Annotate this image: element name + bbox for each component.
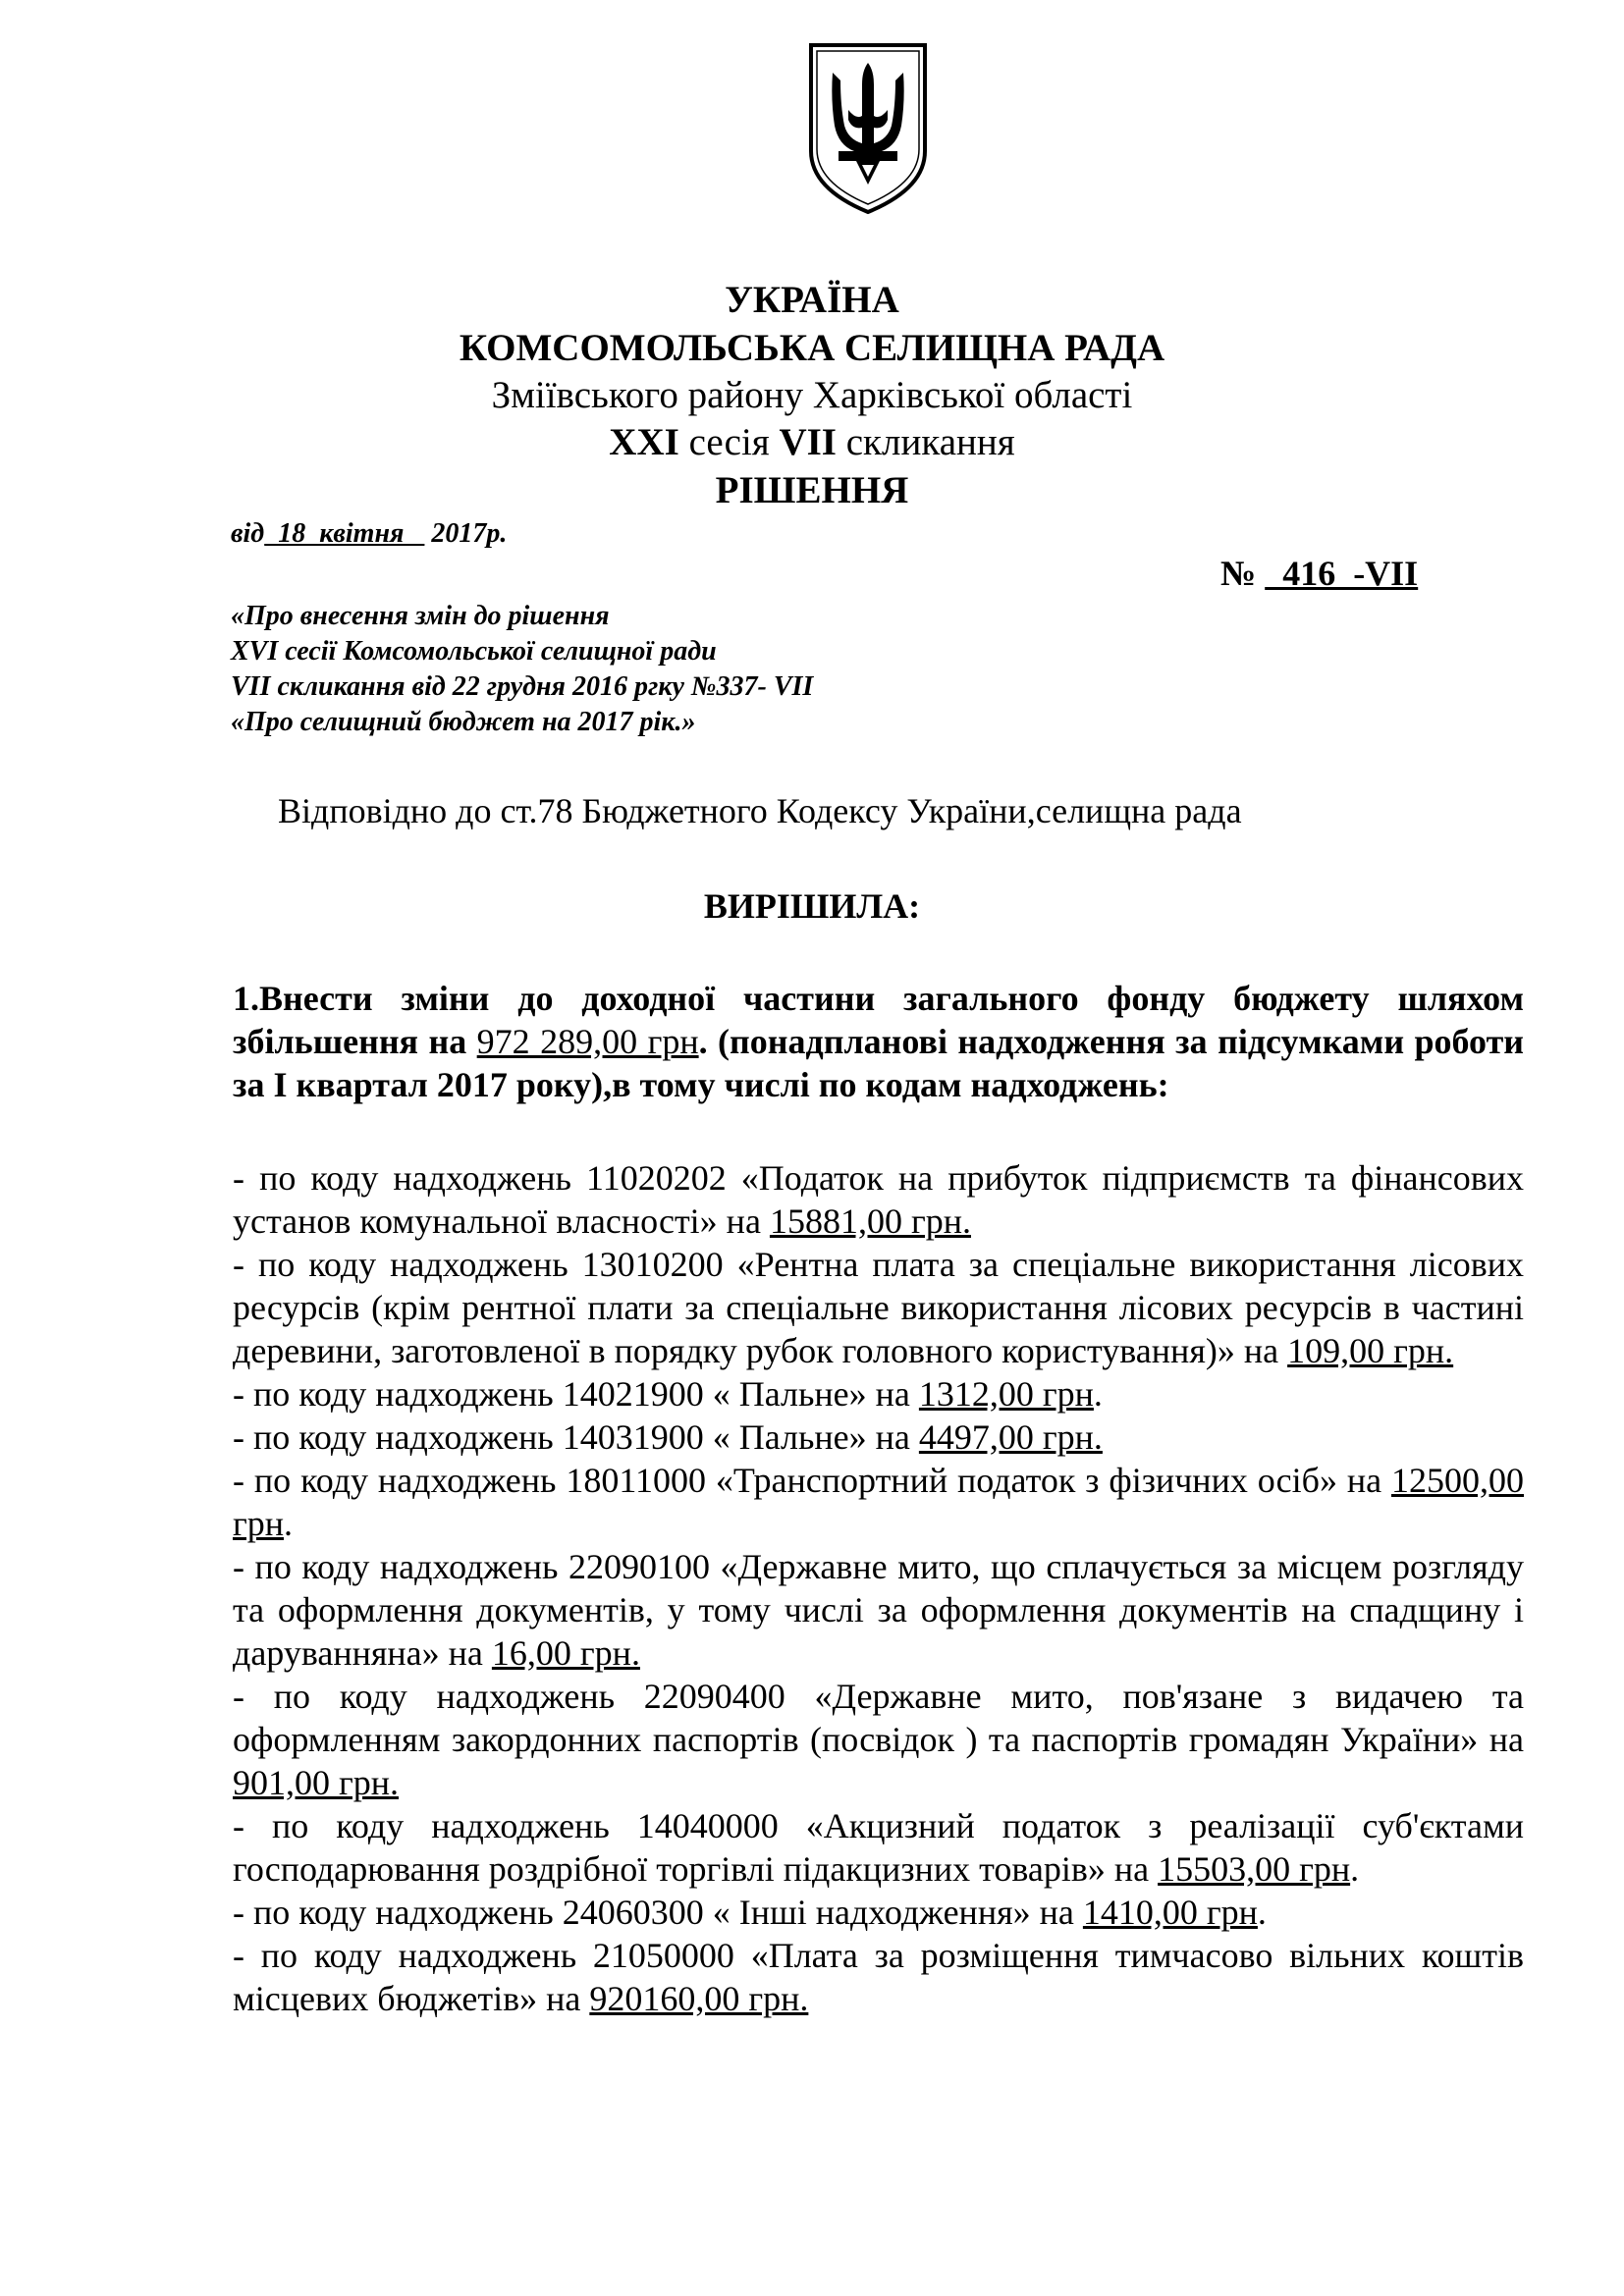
session-heading [0, 420, 1624, 464]
decision-number [1220, 553, 1418, 594]
income-code-amount: 15881,00 грн. [769, 1201, 971, 1241]
income-code-entry [233, 1156, 1524, 1243]
session-word: сесія [688, 421, 770, 463]
income-code-text: - по коду надходжень 14040000 «Акцизний податок з реалізації суб'єктами господарювання роздрібної торгівлі підакцизних товарів» на [233, 1806, 1524, 1889]
income-code-tail: . [284, 1504, 294, 1543]
income-code-amount: 12500,00 грн [233, 1461, 1524, 1543]
coat-of-arms-icon [805, 41, 931, 216]
decision-subject [231, 599, 813, 740]
income-code-amount: 901,00 грн. [233, 1763, 400, 1802]
number-sign: № [1220, 554, 1257, 593]
document-type-heading: РІШЕННЯ [715, 469, 909, 511]
income-code-entry [233, 1804, 1524, 1891]
date-prefix: від [231, 518, 265, 549]
convocation-word: скликання [845, 421, 1015, 463]
item-1-text-after: . (понадпланові надходження за підсумками роботи за І квартал 2017 року),в тому числі по кодам надходжень: [233, 1022, 1525, 1104]
item-1-paragraph [233, 977, 1524, 1106]
income-code-amount: 16,00 грн. [491, 1633, 640, 1673]
income-code-amount: 920160,00 грн. [589, 1979, 809, 2018]
subject-line: XVI сесії Комсомольської селищної ради [231, 636, 717, 667]
income-code-amount: 4497,00 грн. [918, 1417, 1103, 1457]
income-code-entry [233, 1243, 1524, 1372]
income-code-text: - по коду надходжень 14021900 « Пальне» на [233, 1374, 919, 1414]
resolved-heading: ВИРІШИЛА: [703, 886, 921, 926]
income-code-entry [233, 1459, 1524, 1545]
income-code-entry [233, 1675, 1524, 1804]
income-code-entry [233, 1934, 1524, 2020]
income-code-text: - по коду надходжень 21050000 «Плата за розміщення тимчасово вільних коштів місцевих бюджетів» на [233, 1936, 1524, 2018]
subject-line: VII скликання від 22 грудня 2016 ргку №337- VII [231, 671, 814, 702]
decision-date [231, 518, 507, 550]
income-code-text: - по коду надходжень 22090400 «Державне мито, пов'язане з видачею та оформленням закордонних паспортів (посвідок ) та паспортів громадян України» на [233, 1677, 1524, 1759]
income-code-tail: . [1257, 1893, 1267, 1932]
income-code-tail: . [1350, 1849, 1360, 1889]
item-1-text-before: 1.Внести зміни до доходної частини загального фонду бюджету шляхом збільшення на [233, 979, 1524, 1061]
district-heading: Зміївського району Харківської області [491, 374, 1133, 416]
income-code-text: - по коду надходжень 24060300 « Інші надходження» на [233, 1893, 1083, 1932]
subject-line: «Про селищний бюджет на 2017 рік.» [231, 707, 696, 737]
subject-line: «Про внесення змін до рішення [231, 601, 610, 631]
income-codes-list [233, 1156, 1524, 2020]
income-code-amount: 15503,00 грн [1158, 1849, 1351, 1889]
income-code-text: - по коду надходжень 14031900 « Пальне» на [233, 1417, 919, 1457]
income-code-text: - по коду надходжень 22090100 «Державне мито, що сплачується за місцем розгляду та оформлення документів, у тому числі за оформлення документів на спадщину і даруванняна» на [233, 1547, 1524, 1673]
income-code-amount: 1410,00 грн [1082, 1893, 1258, 1932]
income-code-entry [233, 1372, 1524, 1415]
country-heading: УКРАЇНА [725, 279, 899, 321]
income-code-text: - по коду надходжень 11020202 «Податок на прибуток підприємств та фінансових установ комунальної власності» на [233, 1158, 1524, 1241]
income-code-entry [233, 1891, 1524, 1934]
session-number: XXI [609, 421, 679, 463]
item-1-amount: 972 289,00 грн [476, 1022, 699, 1061]
convocation-number: VII [779, 421, 837, 463]
income-code-entry [233, 1415, 1524, 1459]
income-code-tail: . [1093, 1374, 1103, 1414]
income-code-text: - по коду надходжень 18011000 «Транспортний податок з фізичних осіб» на [233, 1461, 1391, 1500]
council-heading: КОМСОМОЛЬСЬКА СЕЛИЩНА РАДА [459, 327, 1165, 369]
income-code-amount: 1312,00 грн [918, 1374, 1094, 1414]
date-day-month: 18 квітня [264, 518, 425, 549]
income-code-amount: 109,00 грн. [1287, 1331, 1454, 1370]
date-year: 2017р. [431, 518, 508, 549]
number-value: 416 -VII [1265, 554, 1419, 593]
income-code-entry [233, 1545, 1524, 1675]
intro-paragraph: Відповідно до ст.78 Бюджетного Кодексу України,селищна рада [278, 791, 1242, 830]
income-code-text: - по коду надходжень 13010200 «Рентна плата за спеціальне використання лісових ресурсів (крім рентної плати за спеціальне використання лісових ресурсів в частині деревини, заготовленої в порядку рубок головного користування)» на [233, 1245, 1524, 1370]
